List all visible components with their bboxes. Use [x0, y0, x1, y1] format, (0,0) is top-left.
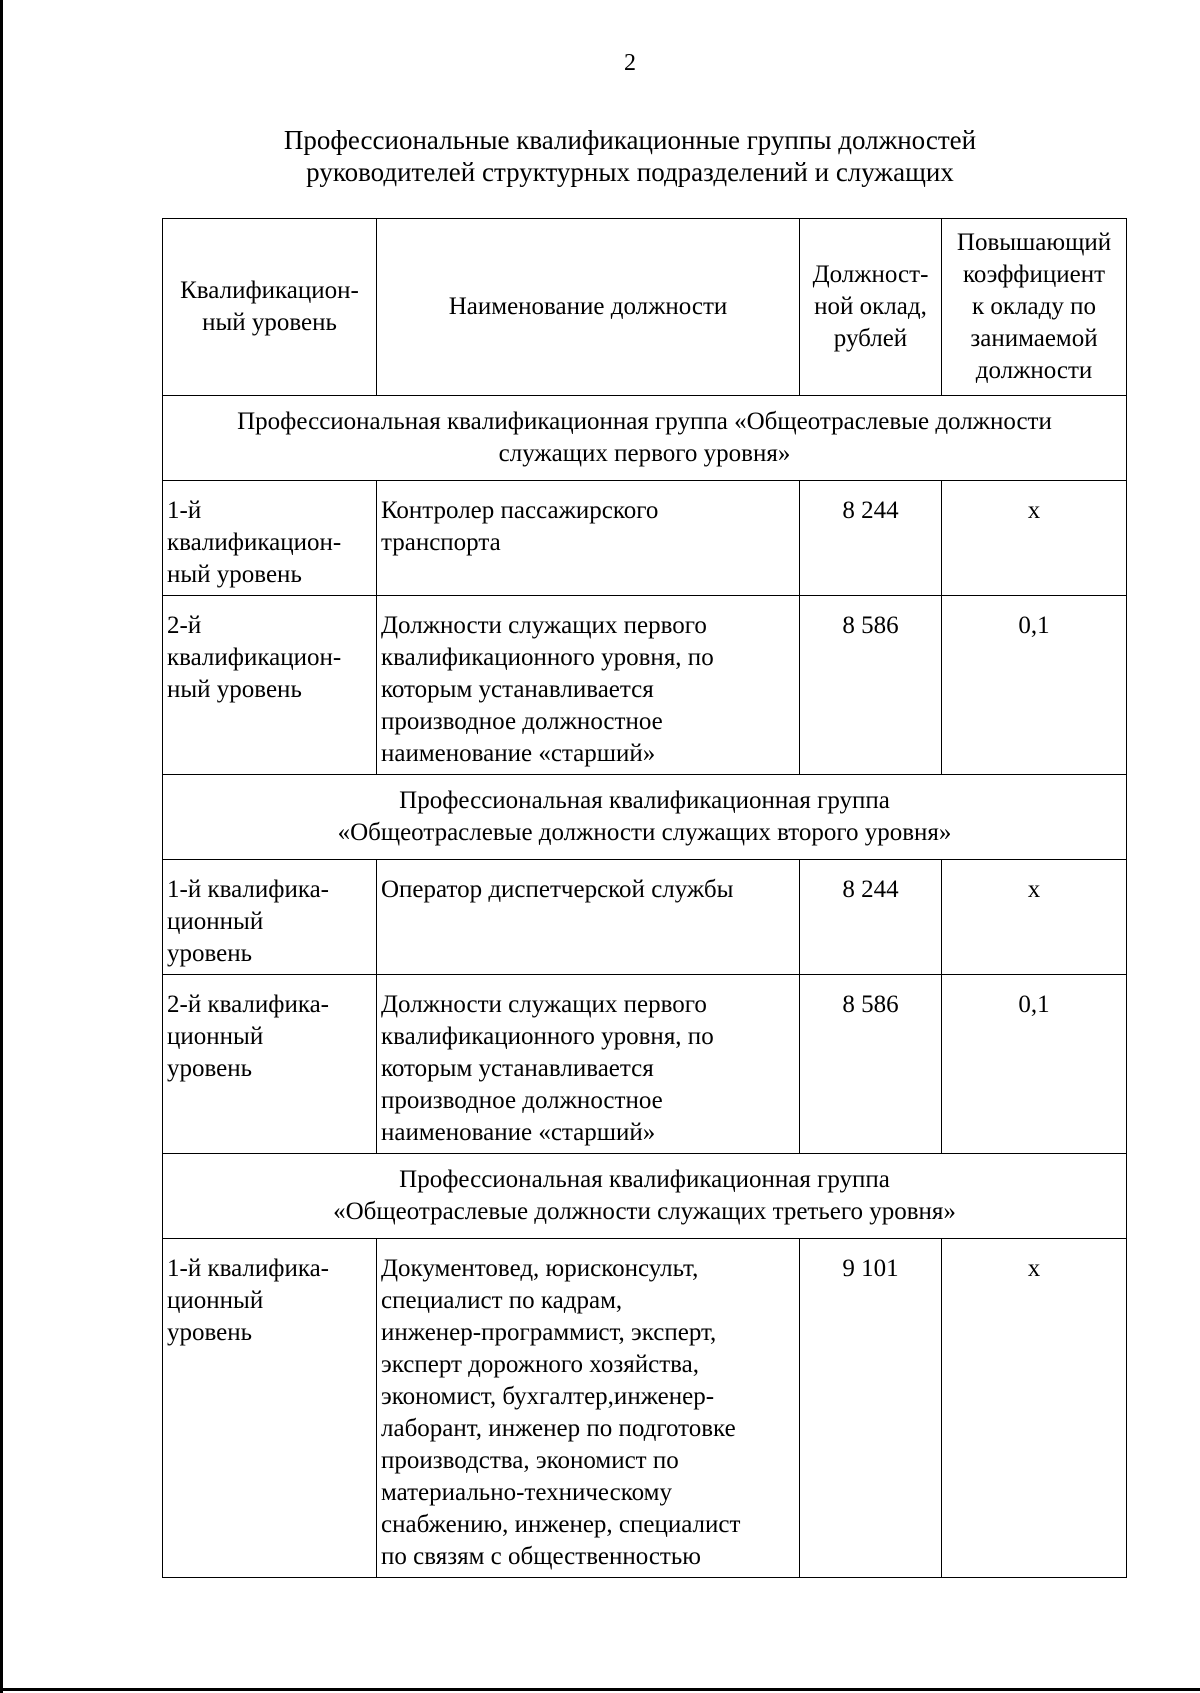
qualification-level-cell	[163, 975, 377, 1154]
document-title-line: руководителей структурных подразделений и служащих	[306, 157, 954, 187]
coefficient-cell: 0,1	[942, 596, 1127, 775]
position-name-cell	[377, 975, 800, 1154]
document-title-line: Профессиональные квалификационные группы должностей	[283, 125, 977, 155]
position-name-cell-line: которым устанавливается	[381, 1055, 654, 1082]
qualification-level-cell-line: ционный	[167, 1287, 264, 1314]
page-left-edge	[0, 0, 3, 1693]
qualification-level-cell-line: 1-й квалифика-	[167, 1255, 330, 1282]
qualification-level-cell-line: уровень	[167, 1055, 253, 1082]
group-header-row	[163, 396, 1127, 481]
group-header-row	[163, 775, 1127, 860]
table-row	[163, 1239, 1127, 1578]
position-name-cell-line: по связям с общественностью	[381, 1543, 701, 1570]
group-title-line: служащих первого уровня»	[498, 440, 791, 467]
coefficient-cell: х	[942, 860, 1127, 975]
qualification-level-cell-line: 1-й квалифика-	[167, 876, 330, 903]
position-name-cell-line: материально-техническому	[381, 1479, 672, 1506]
page-bottom-edge	[0, 1688, 1200, 1691]
group-title	[163, 396, 1127, 481]
salary-cell: 8 244	[800, 860, 942, 975]
position-name-cell	[377, 596, 800, 775]
position-name-cell-line: специалист по кадрам,	[381, 1287, 623, 1314]
qualification-level-cell	[163, 1239, 377, 1578]
position-name-cell-line: квалификационного уровня, по	[381, 1023, 714, 1050]
header-salary: Должност- ной оклад, рублей	[800, 219, 942, 396]
position-name-cell-line: производное должностное	[381, 1087, 663, 1114]
position-name-cell-line: производства, экономист по	[381, 1447, 679, 1474]
qualification-level-cell	[163, 596, 377, 775]
document-title	[180, 124, 1080, 188]
position-name-cell-line: Должности служащих первого	[381, 991, 707, 1018]
qualification-level-cell-line: ционный	[167, 1023, 264, 1050]
qualification-table	[162, 218, 1127, 1578]
group-title	[163, 1154, 1127, 1239]
qualification-level-cell-line: 2-й	[167, 612, 202, 639]
qualification-level-cell-line: уровень	[167, 1319, 253, 1346]
position-name-cell-line: наименование «старший»	[381, 740, 656, 767]
qualification-level-cell	[163, 481, 377, 596]
position-name-cell-line: производное должностное	[381, 708, 663, 735]
table-row	[163, 596, 1127, 775]
group-title-line: Профессиональная квалификационная группа «Общеотраслевые должности	[237, 408, 1052, 435]
page-number: 2	[624, 50, 636, 76]
coefficient-cell: 0,1	[942, 975, 1127, 1154]
coefficient-cell: х	[942, 1239, 1127, 1578]
table-row	[163, 860, 1127, 975]
position-name-cell-line: снабжению, инженер, специалист	[381, 1511, 741, 1538]
table-header-row	[163, 219, 1127, 396]
qualification-level-cell-line: уровень	[167, 940, 253, 967]
salary-cell: 8 244	[800, 481, 942, 596]
position-name-cell-line: эксперт дорожного хозяйства,	[381, 1351, 699, 1378]
position-name-cell-line: Должности служащих первого	[381, 612, 707, 639]
position-name-cell-line: Оператор диспетчерской службы	[381, 876, 734, 903]
position-name-cell-line: экономист, бухгалтер,инженер-	[381, 1383, 715, 1410]
group-title	[163, 775, 1127, 860]
table-row	[163, 975, 1127, 1154]
qualification-level-cell-line: квалификацион-	[167, 644, 342, 671]
position-name-cell-line: квалификационного уровня, по	[381, 644, 714, 671]
qualification-level-cell-line: 1-й	[167, 497, 202, 524]
position-name-cell-line: наименование «старший»	[381, 1119, 656, 1146]
salary-cell: 8 586	[800, 975, 942, 1154]
header-position: Наименование должности	[377, 219, 800, 396]
qualification-level-cell	[163, 860, 377, 975]
salary-cell: 8 586	[800, 596, 942, 775]
qualification-level-cell-line: ционный	[167, 908, 264, 935]
group-title-line: «Общеотраслевые должности служащих третьего уровня»	[333, 1198, 956, 1225]
qualification-level-cell-line: ный уровень	[167, 676, 302, 703]
position-name-cell-line: Контролер пассажирского	[381, 497, 659, 524]
position-name-cell	[377, 1239, 800, 1578]
position-name-cell	[377, 481, 800, 596]
coefficient-cell: х	[942, 481, 1127, 596]
position-name-cell-line: которым устанавливается	[381, 676, 654, 703]
table-row	[163, 481, 1127, 596]
group-header-row	[163, 1154, 1127, 1239]
position-name-cell-line: лаборант, инженер по подготовке	[381, 1415, 736, 1442]
group-title-line: Профессиональная квалификационная группа	[399, 787, 890, 814]
position-name-cell	[377, 860, 800, 975]
salary-cell: 9 101	[800, 1239, 942, 1578]
qualification-level-cell-line: 2-й квалифика-	[167, 991, 330, 1018]
qualification-level-cell-line: ный уровень	[167, 561, 302, 588]
position-name-cell-line: Документовед, юрисконсульт,	[381, 1255, 699, 1282]
header-level: Квалификацион- ный уровень	[163, 219, 377, 396]
position-name-cell-line: инженер-программист, эксперт,	[381, 1319, 717, 1346]
qualification-level-cell-line: квалификацион-	[167, 529, 342, 556]
group-title-line: «Общеотраслевые должности служащих второго уровня»	[337, 819, 952, 846]
position-name-cell-line: транспорта	[381, 529, 501, 556]
header-coefficient: Повышающий коэффициент к окладу по занимаемой должности	[942, 219, 1127, 396]
group-title-line: Профессиональная квалификационная группа	[399, 1166, 890, 1193]
